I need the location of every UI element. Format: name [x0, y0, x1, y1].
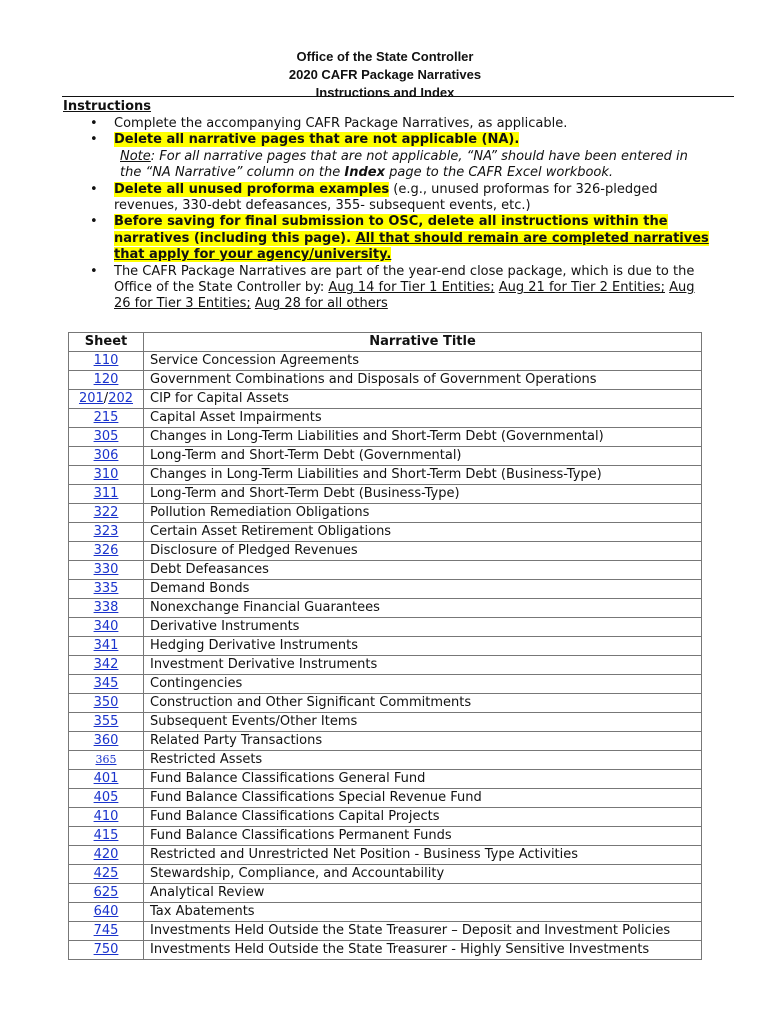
sheet-cell — [69, 409, 144, 428]
sheet-link[interactable]: 640 — [93, 904, 119, 919]
deadline-tier3: Aug 26 for Tier 3 Entities; — [114, 280, 695, 312]
narrative-title-cell: Restricted and Unrestricted Net Position - Business Type Activities — [144, 846, 702, 865]
sheet-cell — [69, 865, 144, 884]
sheet-link[interactable]: 405 — [93, 790, 119, 805]
sheet-link[interactable]: 322 — [93, 505, 119, 520]
sheet-link[interactable]: 305 — [93, 429, 119, 444]
table-row — [69, 523, 702, 542]
header-subtitle: Instructions and Index — [315, 85, 455, 100]
narrative-title-cell: Disclosure of Pledged Revenues — [144, 542, 702, 561]
sheet-link[interactable]: 425 — [93, 866, 119, 881]
table-row — [69, 618, 702, 637]
table-row — [69, 637, 702, 656]
narrative-title-cell: Service Concession Agreements — [144, 352, 702, 371]
sheet-link[interactable]: 415 — [93, 828, 119, 843]
deadline-tier2: Aug 21 for Tier 2 Entities; — [498, 280, 666, 296]
sheet-link[interactable]: 401 — [93, 771, 119, 786]
narrative-title-cell: Government Combinations and Disposals of Government Operations — [144, 371, 702, 390]
table-header-row — [69, 333, 702, 352]
note-bold: Index — [344, 165, 385, 181]
table-row — [69, 428, 702, 447]
highlighted-instruction: Delete all narrative pages that are not applicable (NA). — [114, 132, 520, 148]
narrative-title-cell: Capital Asset Impairments — [144, 409, 702, 428]
sheet-cell — [69, 485, 144, 504]
table-row — [69, 846, 702, 865]
sheet-cell — [69, 428, 144, 447]
narrative-title-cell: Subsequent Events/Other Items — [144, 713, 702, 732]
sheet-cell — [69, 352, 144, 371]
narrative-index-table — [68, 332, 702, 960]
highlighted-underlined-instruction: All that should remain are completed narratives that apply for your agency/university. — [114, 230, 709, 263]
narrative-title-cell: Fund Balance Classifications Special Revenue Fund — [144, 789, 702, 808]
sheet-cell — [69, 694, 144, 713]
table-row — [69, 675, 702, 694]
sheet-link[interactable]: 202 — [108, 391, 134, 406]
sheet-link[interactable]: 311 — [93, 486, 119, 501]
sheet-link[interactable]: 215 — [93, 410, 119, 425]
sheet-cell — [69, 770, 144, 789]
sheet-link[interactable]: 330 — [93, 562, 119, 577]
narrative-title-cell: Related Party Transactions — [144, 732, 702, 751]
instruction-note — [114, 149, 710, 182]
narrative-title-cell: Hedging Derivative Instruments — [144, 637, 702, 656]
narrative-title-cell: Stewardship, Compliance, and Accountability — [144, 865, 702, 884]
instruction-item — [90, 264, 710, 313]
table-row — [69, 751, 702, 770]
sheet-cell — [69, 675, 144, 694]
narrative-title-cell: Derivative Instruments — [144, 618, 702, 637]
table-row — [69, 770, 702, 789]
sheet-cell — [69, 713, 144, 732]
table-row — [69, 922, 702, 941]
table-row — [69, 694, 702, 713]
sheet-cell — [69, 941, 144, 960]
table-row — [69, 504, 702, 523]
sheet-link[interactable]: 350 — [93, 695, 119, 710]
sheet-link[interactable]: 341 — [93, 638, 119, 653]
sheet-link[interactable]: 365 — [95, 753, 117, 766]
sheet-link[interactable]: 326 — [93, 543, 119, 558]
sheet-link[interactable]: 201 — [78, 391, 104, 406]
narrative-title-cell: Changes in Long-Term Liabilities and Short-Term Debt (Governmental) — [144, 428, 702, 447]
table-row — [69, 580, 702, 599]
sheet-link[interactable]: 120 — [93, 372, 119, 387]
narrative-title-cell: Changes in Long-Term Liabilities and Short-Term Debt (Business-Type) — [144, 466, 702, 485]
table-body — [69, 352, 702, 960]
document-header — [0, 48, 770, 102]
narrative-title-cell: Fund Balance Classifications General Fund — [144, 770, 702, 789]
sheet-cell — [69, 504, 144, 523]
instruction-item — [90, 116, 710, 132]
sheet-link[interactable]: 750 — [93, 942, 119, 957]
table-row — [69, 371, 702, 390]
table-row — [69, 485, 702, 504]
table-row — [69, 352, 702, 371]
narrative-title-cell: Restricted Assets — [144, 751, 702, 770]
sheet-link[interactable]: 340 — [93, 619, 119, 634]
instructions-heading: Instructions — [63, 99, 152, 114]
note-label: Note — [120, 148, 151, 164]
narrative-title-cell: Pollution Remediation Obligations — [144, 504, 702, 523]
sheet-cell — [69, 732, 144, 751]
sheet-link[interactable]: 335 — [93, 581, 119, 596]
sheet-link[interactable]: 323 — [93, 524, 119, 539]
table-row — [69, 808, 702, 827]
table-row — [69, 561, 702, 580]
sheet-cell — [69, 808, 144, 827]
sheet-link[interactable]: 342 — [93, 657, 119, 672]
narrative-title-cell: Nonexchange Financial Guarantees — [144, 599, 702, 618]
narrative-title-cell: Analytical Review — [144, 884, 702, 903]
narrative-title-cell: Contingencies — [144, 675, 702, 694]
narrative-title-cell: CIP for Capital Assets — [144, 390, 702, 409]
sheet-cell — [69, 542, 144, 561]
highlighted-instruction: Before saving for final submission to OSC, delete all instructions within the narratives (including this page). — [114, 214, 668, 246]
instructions-list — [90, 116, 710, 313]
table-row — [69, 903, 702, 922]
narrative-title-cell: Long-Term and Short-Term Debt (Governmental) — [144, 447, 702, 466]
sheet-link[interactable]: 338 — [93, 600, 119, 615]
narrative-title-cell: Demand Bonds — [144, 580, 702, 599]
sheet-cell — [69, 466, 144, 485]
sheet-cell — [69, 523, 144, 542]
instruction-item — [90, 132, 710, 181]
table-row — [69, 789, 702, 808]
instruction-item — [90, 182, 710, 215]
table-row — [69, 865, 702, 884]
table-row — [69, 656, 702, 675]
sheet-link[interactable]: 410 — [93, 809, 119, 824]
instruction-text: Complete the accompanying CAFR Package Narratives, as applicable. — [114, 116, 568, 131]
sheet-link[interactable]: 355 — [93, 714, 119, 729]
sheet-column-header: Sheet — [69, 333, 144, 352]
note-text: : For all narrative pages that are not applicable, “NA” should have been entered in the “NA Narrative” column on the — [120, 148, 688, 181]
sheet-cell — [69, 903, 144, 922]
table-row — [69, 466, 702, 485]
sheet-cell — [69, 561, 144, 580]
sheet-cell — [69, 789, 144, 808]
narrative-title-cell: Fund Balance Classifications Permanent Funds — [144, 827, 702, 846]
header-office: Office of the State Controller — [296, 49, 474, 64]
narrative-title-cell: Investments Held Outside the State Treasurer – Deposit and Investment Policies — [144, 922, 702, 941]
sheet-cell — [69, 447, 144, 466]
sheet-cell — [69, 390, 144, 409]
note-text-end: page to the CAFR Excel workbook. — [384, 165, 614, 181]
table-row — [69, 390, 702, 409]
sheet-cell — [69, 751, 144, 770]
sheet-cell — [69, 580, 144, 599]
sheet-separator: / — [103, 391, 109, 406]
sheet-cell — [69, 922, 144, 941]
sheet-cell — [69, 827, 144, 846]
sheet-link[interactable]: 745 — [93, 923, 119, 938]
narrative-title-cell: Investments Held Outside the State Treasurer - Highly Sensitive Investments — [144, 941, 702, 960]
table-row — [69, 941, 702, 960]
sheet-link[interactable]: 310 — [93, 467, 119, 482]
deadline-others: Aug 28 for all others — [254, 296, 388, 312]
header-title: 2020 CAFR Package Narratives — [288, 67, 482, 82]
deadline-tier1: Aug 14 for Tier 1 Entities; — [328, 280, 495, 296]
sheet-cell — [69, 637, 144, 656]
sheet-cell — [69, 884, 144, 903]
table-row — [69, 542, 702, 561]
sheet-cell — [69, 618, 144, 637]
sheet-cell — [69, 846, 144, 865]
narrative-title-cell: Investment Derivative Instruments — [144, 656, 702, 675]
sheet-link[interactable]: 345 — [93, 676, 119, 691]
narrative-title-cell: Certain Asset Retirement Obligations — [144, 523, 702, 542]
table-row — [69, 732, 702, 751]
sheet-link[interactable]: 110 — [93, 353, 119, 368]
header-rule — [62, 96, 734, 97]
table-row — [69, 447, 702, 466]
highlighted-instruction: Delete all unused proforma examples — [114, 181, 390, 197]
table-row — [69, 827, 702, 846]
table-row — [69, 884, 702, 903]
sheet-cell — [69, 656, 144, 675]
sheet-link[interactable]: 420 — [93, 847, 119, 862]
narrative-title-cell: Debt Defeasances — [144, 561, 702, 580]
narrative-title-cell: Tax Abatements — [144, 903, 702, 922]
table-row — [69, 599, 702, 618]
instruction-text: The CAFR Package Narratives are part of the year-end close package, which is due to the Office of the State Controller by: — [114, 263, 695, 296]
narrative-title-cell: Fund Balance Classifications Capital Projects — [144, 808, 702, 827]
sheet-link[interactable]: 306 — [93, 448, 119, 463]
sheet-cell — [69, 371, 144, 390]
narrative-title-cell: Long-Term and Short-Term Debt (Business-Type) — [144, 485, 702, 504]
narrative-title-cell: Construction and Other Significant Commitments — [144, 694, 702, 713]
title-column-header: Narrative Title — [144, 333, 702, 352]
table-row — [69, 409, 702, 428]
sheet-link[interactable]: 625 — [93, 885, 119, 900]
sheet-link[interactable]: 360 — [93, 733, 119, 748]
sheet-cell — [69, 599, 144, 618]
instruction-item — [90, 214, 710, 263]
instruction-text: (e.g., unused proformas for 326-pledged revenues, 330-debt defeasances, 355- subsequent events, etc.) — [114, 181, 658, 214]
table-row — [69, 713, 702, 732]
